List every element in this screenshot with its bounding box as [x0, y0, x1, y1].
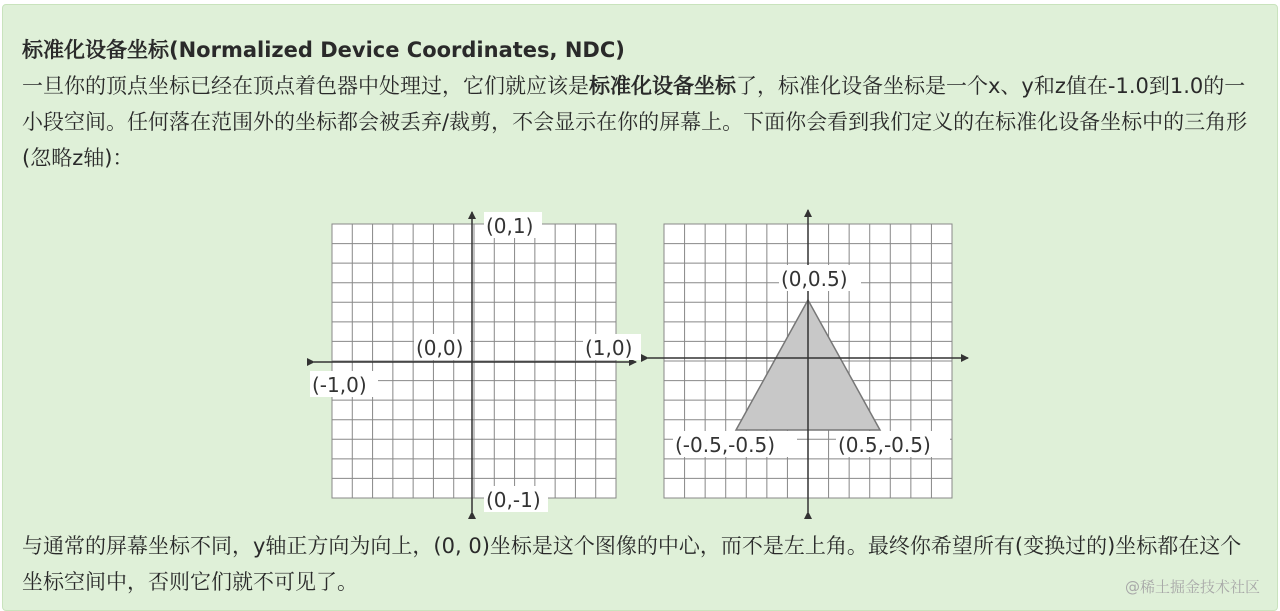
paragraph-intro-bold: 标准化设备坐标 — [589, 74, 736, 98]
paragraph-explanation: 与通常的屏幕坐标不同，y轴正方向为向上，(0, 0)坐标是这个图像的中心，而不是左上角。最终你希望所有(变换过的)坐标都在这个坐标空间中，否则它们就不可见了。 — [22, 534, 1242, 594]
label-bottom: (0,-1) — [486, 488, 541, 512]
label-bottom-right: (0.5,-0.5) — [838, 433, 931, 457]
left-grid — [332, 224, 616, 498]
label-origin: (0,0) — [416, 336, 464, 360]
paragraph-intro-start: 一旦你的顶点坐标已经在顶点着色器中处理过，它们就应该是 — [22, 74, 589, 98]
paragraph-intro-end: 了，标准化设备坐标是一个x、y和z值在-1.0到1.0的一小段空间。任何落在范围外的坐标都会被丢弃/裁剪，不会显示在你的屏幕上。下面你会看到我们定义的在标准化设备坐标中的三角形(忽略z轴)： — [22, 74, 1248, 170]
label-apex: (0,0.5) — [781, 267, 848, 291]
label-left: (-1,0) — [312, 373, 367, 397]
label-bottom-left: (-0.5,-0.5) — [675, 433, 776, 457]
label-top: (0,1) — [486, 214, 534, 238]
section-title: 标准化设备坐标(Normalized Device Coordinates, NDC) — [22, 38, 625, 62]
label-right: (1,0) — [585, 336, 633, 360]
site-watermark: @稀土掘金技术社区 — [1124, 578, 1260, 596]
